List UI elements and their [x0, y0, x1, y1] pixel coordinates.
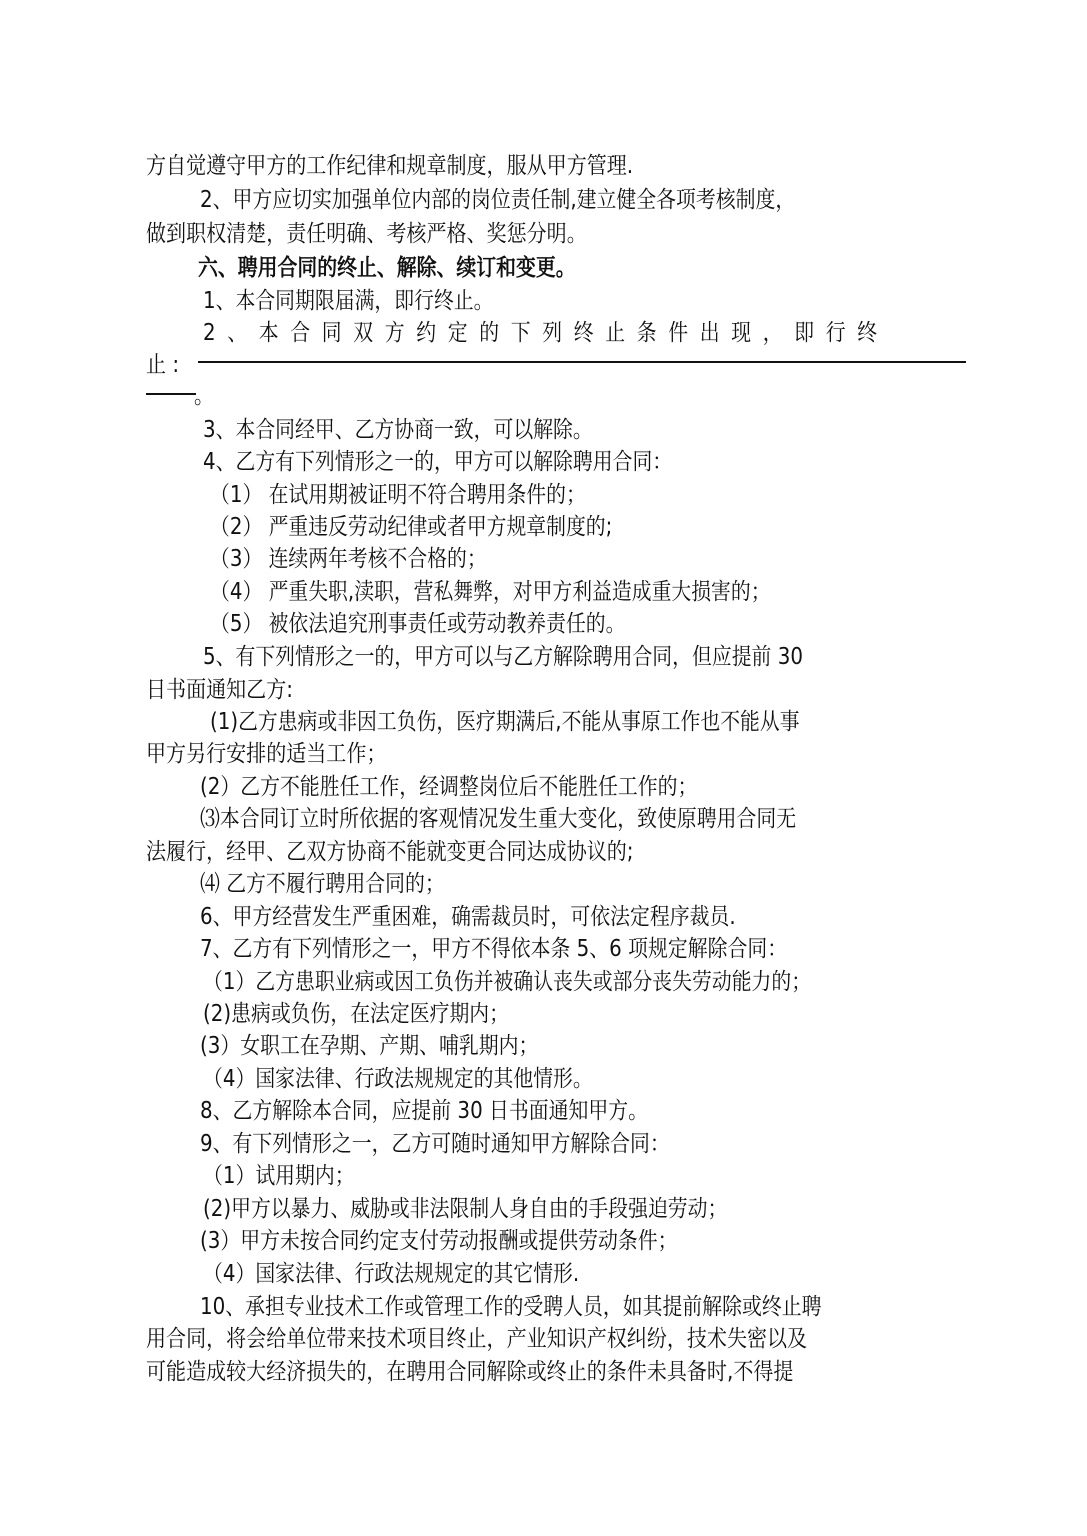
list-item: （1）乙方患职业病或因工负伤并被确认丧失或部分丧失劳动能力的；: [203, 969, 812, 995]
text-line: ⑷ 乙方不履行聘用合同的；: [200, 871, 445, 897]
list-item: （4）国家法律、行政法规规定的其它情形.: [203, 1261, 580, 1287]
list-item: （4）国家法律、行政法规规定的其他情形。: [203, 1066, 593, 1092]
list-item: (2)患病或负伤，在法定医疗期内；: [203, 1001, 510, 1027]
text-line: 止 :: [146, 352, 180, 378]
list-item: （4） 严重失职,渎职，营私舞弊，对甲方利益造成重大损害的；: [210, 579, 771, 605]
text-line: 方自觉遵守甲方的工作纪律和规章制度，服从甲方管理.: [146, 153, 634, 179]
text-line: (2）乙方不能胜任工作，经调整岗位后不能胜任工作的；: [200, 774, 698, 800]
list-item: （3） 连续两年考核不合格的；: [210, 546, 487, 572]
text-line: 4、乙方有下列情形之一的，甲方可以解除聘用合同：: [203, 449, 673, 475]
text-line: 8、乙方解除本合同，应提前 30 日书面通知甲方。: [200, 1098, 649, 1124]
text-line: 6、甲方经营发生严重困难，确需裁员时，可依法定程序裁员.: [200, 904, 736, 930]
text-line: (1)乙方患病或非因工负伤，医疗期满后,不能从事原工作也不能从事: [210, 709, 800, 735]
text-line: ⑶本合同订立时所依据的客观情况发生重大变化，致使原聘用合同无: [200, 806, 797, 832]
text-line: 7、乙方有下列情形之一，甲方不得依本条 5、6 项规定解除合同：: [200, 936, 788, 962]
list-item: (3）女职工在孕期、产期、哺乳期内；: [200, 1033, 539, 1059]
text-line: 3、本合同经甲、乙方协商一致，可以解除。: [203, 417, 593, 443]
text-line: 可能造成较大经济损失的，在聘用合同解除或终止的条件未具备时,不得提: [146, 1359, 794, 1385]
text-line: 5、有下列情形之一的，甲方可以与乙方解除聘用合同，但应提前 30: [203, 644, 803, 670]
text-line: 日书面通知乙方:: [146, 677, 293, 703]
text-line: 做到职权清楚，责任明确、考核严格、奖惩分明。: [146, 221, 587, 247]
text-line: 10、承担专业技术工作或管理工作的受聘人员，如其提前解除或终止聘: [200, 1294, 822, 1320]
list-item: (3）甲方未按合同约定支付劳动报酬或提供劳动条件；: [200, 1228, 678, 1254]
text-line: 甲方另行安排的适当工作；: [146, 741, 387, 767]
text-line: 法履行，经甲、乙双方协商不能就变更合同达成协议的;: [146, 839, 634, 865]
list-item: (2)甲方以暴力、威胁或非法限制人身自由的手段强迫劳动；: [203, 1196, 728, 1222]
text-line: 9、有下列情形之一，乙方可随时通知甲方解除合同：: [200, 1131, 670, 1157]
list-item: （2） 严重违反劳动纪律或者甲方规章制度的;: [210, 514, 613, 540]
section-heading: 六、聘用合同的终止、解除、续订和变更。: [198, 255, 576, 281]
list-item: （5） 被依法追究刑事责任或劳动教养责任的。: [210, 611, 626, 637]
text-line: 2、甲方应切实加强单位内部的岗位责任制,建立健全各项考核制度，: [200, 187, 796, 213]
text-line: 1、本合同期限届满，即行终止。: [203, 288, 494, 314]
list-item: （1）试用期内；: [203, 1163, 355, 1189]
text-line: 。: [194, 383, 214, 409]
text-line: 用合同，将会给单位带来技术项目终止，产业知识产权纠纷，技术失密以及: [146, 1326, 808, 1352]
blank-fill-line: [198, 361, 966, 363]
list-item: （1） 在试用期被证明不符合聘用条件的；: [210, 482, 586, 508]
text-line-spread: 2、本合同双方约定的下列终止条件出现，即行终: [203, 320, 889, 346]
